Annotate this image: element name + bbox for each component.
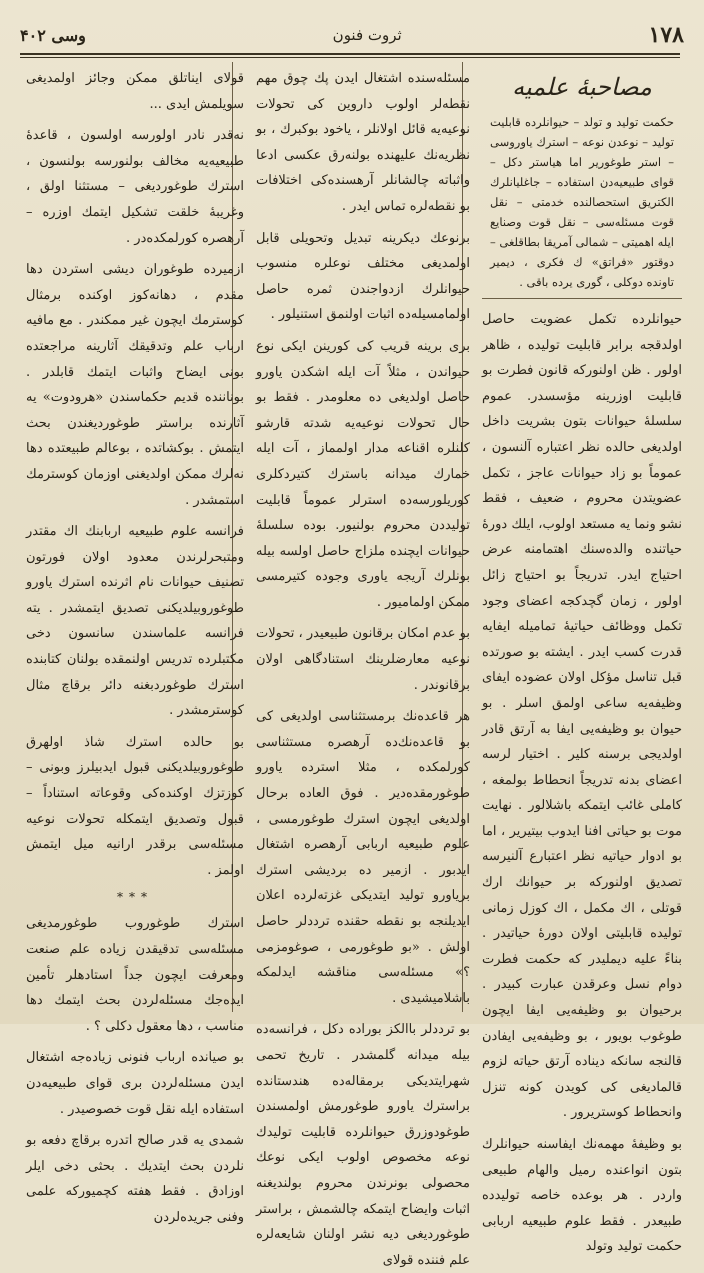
middle-column — [256, 66, 470, 1268]
paragraph: بو صيانده ارباب فنونى زياده‌جه اشتغال ايدن مسئله‌لردن برى قواى طبيعيه‌دن استفاده ايله نقل قوت خصوصيدر . — [26, 1050, 244, 1117]
paragraph: بو عدم امكان برقانون طبيعيدر ، تحولات نوعيه معارضلرينك استنادگاهى اولان برقانوندر . — [256, 626, 470, 693]
right-column — [482, 66, 682, 1255]
paragraph: برى برينه قريب كى كورينن ايكى نوع حيواندن ، مثلاً آت ايله اشكدن ياورو حاصل اولديغى ده معلومدر . فقط بو حال تحولات نوعيه‌يه شدته قارشو كلنلره اقناعه مدار اولمماز ، آت ايله خمارك ميدانه باسترك كتيردكلرى كوريلورسه‌ده استرلر عموماً قابليت توليددن محروم بولنيور. بوده سلسلهٔ حيوانات ايچنده ملزاج حاصل اولسه بيله بونلرك آريجه ياورى وجوده كتيرمسى ممكن اولماميور . — [256, 338, 470, 610]
paragraph: فرانسه علوم طبيعيه اربابنك اك مقتدر ومتبحرلرندن معدود اولان فورتون تصنيف حيوانات نام اثرنده استرك ياورو طوغوروبيلديكنى تصديق ايتمشدر . يته فرانسه علماسندن سانسون دخى مكتبلرده تدريس اولنمقده بولنان كتابنده استرك طوغوردبغنه دائر برقاچ مثال كوسترمشدر . — [26, 524, 244, 719]
paragraph: بو ترددلر باالكز بوراده دكل ، فرانسه‌ده بيله ميدانه گلمشدر . تاريخ تحمى شهرايتديكى برمقاله‌ده هندستانده براسترك ياورو طوغورمش اولمسندن طوغودوزرق حيوانلرده قابليت توليدك نوعه مخصوص اولوب ايكى نوعك محصولى بونرندن محروم بولنديغنه اثبات وايضاح ايتمكه چالشمش ، براستر طوغورديغى ديه نشر اولنان شايعه‌لره علم فننده قولاى — [256, 1022, 470, 1268]
journal-title: ثروت فنون — [332, 26, 402, 44]
paragraph: هر قاعده‌نك برمستثناسى اولديغى كى بو قاعده‌نك‌ده آرهصره مستثناسى كورلمكده ، مثلا استرده ياورو طوغورمقده‌دير . فوق العاده برحال اولديغى ايچون استرك طوغورمسى ، علوم طبيعيه اربابى آرهصره اشتغال ايدبور . ازمير ده برديشى استرك برياورو توليد ايتديكى غزته‌لرده اعلان ايديلنجه بو نقطه حقنده ترددلر حاصل اولش . «بو طوغورمى ، صوغومزمى ؟» مسئله‌سى مناقشه ايدلمكه باشلاميشيدى . — [256, 709, 470, 1006]
page-number-right: ١٧٨ — [648, 22, 684, 48]
paragraph: مسئله‌سنده اشتغال ايدن پك چوق مهم نقطه‌لر اولوب داروين كى تحولات نوعيه‌يه قائل اولانلر ، ياخود بوكبرك ، بو نظريه‌نك عليهنده بولنه‌رق عكسى ادعا واثباته چالشانلر آرهسنده‌كى اختلافات بو نقطه‌لره تماس ايدر . — [256, 71, 470, 214]
paragraph: قولاى ايناتلق ممكن وجائز اولمديغى سويلمش ايدى ... — [26, 71, 244, 112]
page-number-left: وسی ۴۰۲ — [20, 25, 86, 45]
section-summary: حكمت توليد و تولد – حيوانلرده قابليت توليد – نوعدن نوعه – استرك ياوروسى – استر طوغورير اما هياستر دكل – قواى طبيعيه‌دن استفاده – جاغليانلرك الكتريق استحصالنده خدمتى – نقل قوت مسئله‌سى – نقل قوت وصنايع ايله اهميتى – شمالى آمريقا بطاقلغى – دوقتور «فراتق» ك فكرى ، ديمير تاونده دوكلى ، گورى يرده باقى . — [482, 108, 682, 299]
paragraph: استرك طوغوروب طوغورمديغى مسئله‌سى تدقيقدن زياده علم صنعت ومعرفت ايچون جداً استادهلر تأمين ايده‌جك مسئله‌لردن بحث ايتمك دها مناسب ، دها معقول دكلى ؟ . — [26, 916, 244, 1034]
paragraph: بو حالده استرك شاذ اولهرق طوغوروبيلديكنى قبول ايدبيلرز وبونى – كوزتزك اوكنده‌كى وقوعاته استناداً – قبول وتصديق ايتمكله تحولات نوعيه مسئله‌سى برقدر ارانيه ميل ايتمش اولمز . — [26, 734, 244, 878]
header-rule — [20, 53, 680, 55]
section-separator: *** — [117, 890, 153, 905]
paragraph: بو وظيفه‌ٔ مهمه‌نك ايفاسنه حيوانلرك بتون انواعنده رميل والهام طبيعى واردر . هر بوعده خاصه توليدده طبيعدر . فقط علوم طبيعيه اربابى حكمت توليد وتولد — [482, 1137, 682, 1255]
left-column — [26, 66, 244, 1225]
section-title: مصاحبهٔ علمیه — [512, 73, 652, 101]
page-header — [20, 18, 684, 52]
paragraph: شمدى يه قدر صالح اتدره برقاچ دفعه بو نلردن بحث ايتديك . بحثى دخى ايلر اوزادق . فقط هفته كچميوركه علمى وفنى جريده‌لردن — [26, 1133, 244, 1225]
paragraph: حيوانلرده تكمل عضويت حاصل اولدقجه برابر قابليت توليده ، ظاهر اولور . ظن اولنوركه قانون فطرت بو قابليت اوزرينه مؤسسدر. عموم سلسله‌ٔ حيوانات بتون بشريت داخل اولديغى حالده نظر اعتباره آلنسون ، عموماً بو زاد حيوانات عاجز ، تكمل عضويتدن محروم ، ضعيف ، فقط نشو ونما يه مستعد اولوب، ايلك دوره‌ٔ حياتنده والده‌سنك اهتمامنه عرض احتياج ايدر. تدريجاً بو احتياج زائل اولور ، زمان گچدكجه اعضاى وجود تكمل ووظائف حياتيه‌ٔ تماميله ايفايه قدرت كسب ايدر . ايشته بو صورتده قبل تناسل مؤكل اولان عضوده ايفاى وظيفه‌يه ساعى اولمق اسلر . بو حيوان بو وظيفه‌يى ايفا به آرتق قادر اولديجى برسنه كلير . اختيار لرسه اعضاى بدنه تدريجاً انحطاط بولمغه ، كاملى غائب ايتمكه باشلالور . نهايت موت بو حياتى افنا ايدوب بيتيرير ، اما بو ادوار حياتيه نظر اعتبارع آلنيرسه تصديق اولنوركه بر حيوانك ارك قوتلى ، اك مكمل ، اك كوزل زمانى توليده قابليتى اولان دوره‌ٔ حياتيدر . بناءً عليه ديمليدر كه حكمت فطرت دوام نسل وعرقدن عبارت كبيدر . برحيوان بو وظيفه‌يى ايفا ايچون طوغوب بويور ، بو وظيفه‌يى ايفادن قالنجه سانكه ديناده آرتق حياته لزوم قالماديغى كى كويدن كونه تنزل وانحطاط كوستريرور . — [482, 312, 682, 1121]
paragraph: برنوعك ديكرينه تبديل وتحويلى قابل اولمديغى مختلف نوعلره منسوب حيوانلرك ازدواجندن ثمره حاصل اولمامسيله‌ده اثبات اولنمق استنيلور . — [256, 230, 470, 323]
header-rule-thin — [20, 57, 680, 58]
paragraph: ازميرده طوغوران ديشى استردن دها مقدم ، دهانه‌كوز اوكنده برمثال كوسترمك ايچون غير ممكندر . مع مافيه ارباب علم وتدقيقك آثارينه مراجعتده بونى ايضاح واثبات ايتمك قابلدر . بوناننده قديم حكماسندن «هرودوت» يه آثارنده براستر طوغورديغندن بحث ايتمش . بوكشاتده ، بوعالم طبيعتده دها نه‌لرك ممكن اولديغنى اوزمان كوسترمك استمشدر . — [26, 262, 244, 508]
paragraph: نه‌قدر نادر اولورسه اولسون ، قاعدهٔ طبيعيه‌يه مخالف بولنورسه بولنسون ، استرك طوغورديغى – مستثنا اولق ، وغريبهٔ خلقت تشكيل ايتمك اوزره – آرهصره كورلمكده‌در . — [26, 128, 244, 246]
